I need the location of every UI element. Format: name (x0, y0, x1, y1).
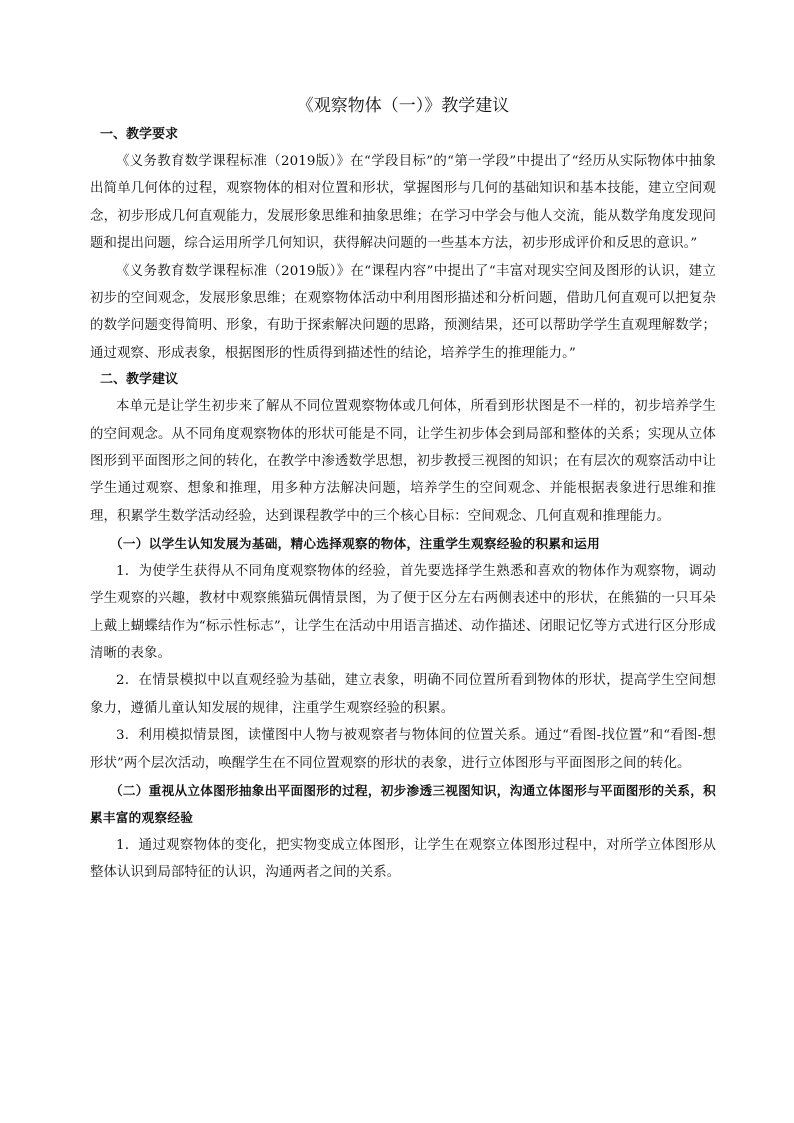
paragraph: 《义务教育数学课程标准（2019版）》在“课程内容”中提出了“丰富对现实空间及图形的认识，建立初步的空间观念，发展形象思维；在观察物体活动中利用图形描述和分析问题，借助几何直观可以把复杂的数学问题变得简明、形象，有助于探索解决问题的思路，预测结果，还可以帮助学学生直观理解数学；通过观察、形成表象，根据图形的性质得到描述性的结论，培养学生的推理能力。” (90, 263, 716, 361)
list-item: 3．利用模拟情景图，读懂图中人物与被观察者与物体间的位置关系。通过“看图-找位置”和“看图-想形状”两个层次活动，唤醒学生在不同位置观察的形状的表象，进行立体图形与平面图形之间的转化。 (90, 728, 716, 771)
subsection-heading: （二）重视从立体图形抽象出平面图形的过程，初步渗透三视图知识，沟通立体图形与平面图形的关系，积累丰富的观察经验 (90, 782, 717, 826)
section-heading-suggestions: 二、教学建议 (100, 372, 179, 388)
subsection-heading: （一）以学生认知发展为基础，精心选择观察的物体，注重学生观察经验的积累和运用 (110, 536, 600, 552)
list-item: 2．在情景模拟中以直观经验为基础，建立表象，明确不同位置所看到物体的形状，提高学生空间想象力，遵循儿童认知发展的规律，注重学生观察经验的积累。 (90, 673, 716, 716)
section-heading-requirements: 一、教学要求 (100, 127, 179, 142)
document-page (90, 92, 716, 887)
document-title: 《观察物体（一）》教学建议 (296, 96, 510, 116)
list-item: 1．通过观察物体的变化，把实物变成立体图形，让学生在观察立体图形过程中，对所学立体图形从整体认识到局部特征的认识，沟通两者之间的关系。 (90, 837, 716, 881)
list-item: 1．为使学生获得从不同角度观察物体的经验，首先要选择学生熟悉和喜欢的物体作为观察物，调动学生观察的兴趣，教材中观察熊猫玩偶情景图，为了便于区分左右两侧表述中的形状，在熊猫的一只耳朵上戴上蝴蝶结作为“标示性标志”，让学生在活动中用语言描述、动作描述、闭眼记忆等方式进行区分形成清晰的表象。 (90, 563, 716, 661)
paragraph: 本单元是让学生初步来了解从不同位置观察物体或几何体，所看到形状图是不一样的，初步培养学生的空间观念。从不同角度观察物体的形状可能是不同，让学生初步体会到局部和整体的关系；实现从立体图形到平面图形之间的转化，在教学中渗透数学思想，初步教授三视图的知识；在有层次的观察活动中让学生通过观察、想象和推理，用多种方法解决问题，培养学生的空间观念、并能根据表象进行思维和推理，积累学生数学活动经验，达到课程教学中的三个核心目标：空间观念、几何直观和推理能力。 (90, 399, 716, 524)
paragraph: 《义务教育数学课程标准（2019版）》在“学段目标”的“第一学段”中提出了“经历从实际物体中抽象出简单几何体的过程，观察物体的相对位置和形状，掌握图形与几何的基础知识和基本技能，建立空间观念，初步形成几何直观能力，发展形象思维和抽象思维；在学习中学会与他人交流，能从数学角度发现问题和提出问题，综合运用所学几何知识，获得解决问题的一些基本方法，初步形成评价和反思的意识。” (90, 154, 716, 252)
